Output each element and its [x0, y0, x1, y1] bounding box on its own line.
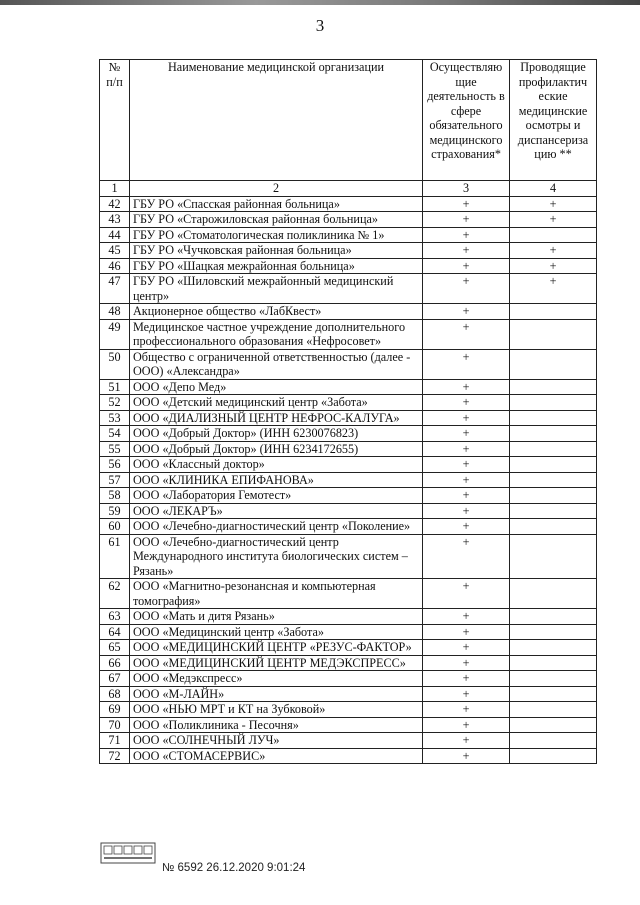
row-number-cell: 68 — [100, 686, 130, 702]
prof-cell — [510, 579, 597, 609]
table-row — [100, 274, 597, 304]
row-number-cell: 54 — [100, 426, 130, 442]
prof-cell — [510, 441, 597, 457]
org-name-cell: ООО «Лечебно-диагностический центр Международного института биологических систем – Рязань» — [130, 534, 423, 579]
oms-cell: + — [423, 640, 510, 656]
row-number-cell: 51 — [100, 379, 130, 395]
prof-cell — [510, 426, 597, 442]
row-number-cell: 72 — [100, 748, 130, 764]
org-name-cell: ООО «Медицинский центр «Забота» — [130, 624, 423, 640]
org-name-cell: ООО «Поликлиника - Песочня» — [130, 717, 423, 733]
prof-cell — [510, 472, 597, 488]
table-row — [100, 624, 597, 640]
index-cell: 2 — [130, 181, 423, 197]
org-name-cell: ООО «Добрый Доктор» (ИНН 6230076823) — [130, 426, 423, 442]
org-name-cell: ООО «СТОМАСЕРВИС» — [130, 748, 423, 764]
oms-cell: + — [423, 212, 510, 228]
oms-cell: + — [423, 379, 510, 395]
org-name-cell: ООО «СОЛНЕЧНЫЙ ЛУЧ» — [130, 733, 423, 749]
oms-cell: + — [423, 196, 510, 212]
row-number-cell: 46 — [100, 258, 130, 274]
column-index-row — [100, 181, 597, 197]
prof-cell — [510, 640, 597, 656]
row-number-cell: 62 — [100, 579, 130, 609]
oms-cell: + — [423, 702, 510, 718]
oms-cell: + — [423, 227, 510, 243]
oms-cell: + — [423, 426, 510, 442]
row-number-cell: 69 — [100, 702, 130, 718]
table-row — [100, 441, 597, 457]
table-row — [100, 655, 597, 671]
org-name-cell: ООО «Депо Мед» — [130, 379, 423, 395]
org-name-cell: ООО «Классный доктор» — [130, 457, 423, 473]
oms-cell: + — [423, 655, 510, 671]
table-row — [100, 671, 597, 687]
prof-cell — [510, 227, 597, 243]
table-row — [100, 472, 597, 488]
prof-cell — [510, 534, 597, 579]
table-row — [100, 640, 597, 656]
org-name-cell: ООО «Лечебно-диагностический центр «Поколение» — [130, 519, 423, 535]
table-row — [100, 503, 597, 519]
oms-cell: + — [423, 534, 510, 579]
oms-cell: + — [423, 304, 510, 320]
registry-stamp-icon — [100, 842, 156, 864]
index-cell: 4 — [510, 181, 597, 197]
prof-cell — [510, 609, 597, 625]
oms-cell: + — [423, 717, 510, 733]
table-row — [100, 733, 597, 749]
prof-cell — [510, 686, 597, 702]
index-cell: 3 — [423, 181, 510, 197]
prof-cell: + — [510, 274, 597, 304]
document-footer — [100, 842, 400, 882]
prof-cell — [510, 748, 597, 764]
header-num: № п/п — [100, 60, 130, 181]
org-name-cell: ГБУ РО «Стоматологическая поликлиника № 1» — [130, 227, 423, 243]
prof-cell — [510, 319, 597, 349]
prof-cell: + — [510, 212, 597, 228]
prof-cell — [510, 349, 597, 379]
table-row — [100, 534, 597, 579]
row-number-cell: 55 — [100, 441, 130, 457]
header-oms: Осуществляю щие деятельность в сфере обязательного медицинского страхования* — [423, 60, 510, 181]
table-row — [100, 319, 597, 349]
org-name-cell: ГБУ РО «Шиловский межрайонный медицинский центр» — [130, 274, 423, 304]
header-prof: Проводящие профилактич еские медицинские осмотры и диспансериза цию ** — [510, 60, 597, 181]
prof-cell — [510, 457, 597, 473]
oms-cell: + — [423, 319, 510, 349]
table-row — [100, 304, 597, 320]
row-number-cell: 45 — [100, 243, 130, 259]
table-row — [100, 395, 597, 411]
row-number-cell: 49 — [100, 319, 130, 349]
row-number-cell: 63 — [100, 609, 130, 625]
row-number-cell: 56 — [100, 457, 130, 473]
table-row — [100, 379, 597, 395]
scan-edge-line — [0, 0, 640, 5]
table-row — [100, 686, 597, 702]
org-name-cell: ООО «МЕДИЦИНСКИЙ ЦЕНТР МЕДЭКСПРЕСС» — [130, 655, 423, 671]
prof-cell: + — [510, 258, 597, 274]
prof-cell — [510, 733, 597, 749]
oms-cell: + — [423, 395, 510, 411]
table-row — [100, 349, 597, 379]
page-number: 3 — [315, 16, 325, 35]
row-number-cell: 60 — [100, 519, 130, 535]
oms-cell: + — [423, 503, 510, 519]
table-row — [100, 227, 597, 243]
row-number-cell: 43 — [100, 212, 130, 228]
oms-cell: + — [423, 579, 510, 609]
table-row — [100, 609, 597, 625]
row-number-cell: 48 — [100, 304, 130, 320]
org-name-cell: Акционерное общество «ЛабКвест» — [130, 304, 423, 320]
oms-cell: + — [423, 472, 510, 488]
table-row — [100, 212, 597, 228]
row-number-cell: 58 — [100, 488, 130, 504]
row-number-cell: 57 — [100, 472, 130, 488]
row-number-cell: 44 — [100, 227, 130, 243]
org-name-cell: ООО «НЬЮ МРТ и КТ на Зубковой» — [130, 702, 423, 718]
oms-cell: + — [423, 274, 510, 304]
org-name-cell: ООО «КЛИНИКА ЕПИФАНОВА» — [130, 472, 423, 488]
org-name-cell: ГБУ РО «Спасская районная больница» — [130, 196, 423, 212]
prof-cell — [510, 702, 597, 718]
org-name-cell: Общество с ограниченной ответственностью (далее - ООО) «Александра» — [130, 349, 423, 379]
prof-cell — [510, 671, 597, 687]
org-name-cell: ООО «Мать и дитя Рязань» — [130, 609, 423, 625]
prof-cell — [510, 624, 597, 640]
header-name: Наименование медицинской организации — [130, 60, 423, 181]
row-number-cell: 42 — [100, 196, 130, 212]
table-row — [100, 579, 597, 609]
org-name-cell: ГБУ РО «Старожиловская районная больница» — [130, 212, 423, 228]
oms-cell: + — [423, 441, 510, 457]
prof-cell — [510, 655, 597, 671]
org-name-cell: ООО «МЕДИЦИНСКИЙ ЦЕНТР «РЕЗУС-ФАКТОР» — [130, 640, 423, 656]
row-number-cell: 65 — [100, 640, 130, 656]
row-number-cell: 71 — [100, 733, 130, 749]
org-name-cell: ГБУ РО «Шацкая межрайонная больница» — [130, 258, 423, 274]
table-row — [100, 748, 597, 764]
org-name-cell: ООО «Медэкспресс» — [130, 671, 423, 687]
prof-cell — [510, 395, 597, 411]
table-row — [100, 519, 597, 535]
org-name-cell: ГБУ РО «Чучковская районная больница» — [130, 243, 423, 259]
table-body — [100, 196, 597, 764]
row-number-cell: 70 — [100, 717, 130, 733]
oms-cell: + — [423, 258, 510, 274]
document-registration-number: № 6592 26.12.2020 9:01:24 — [162, 862, 306, 874]
row-number-cell: 59 — [100, 503, 130, 519]
row-number-cell: 47 — [100, 274, 130, 304]
oms-cell: + — [423, 748, 510, 764]
prof-cell: + — [510, 196, 597, 212]
table-row — [100, 410, 597, 426]
prof-cell — [510, 717, 597, 733]
oms-cell: + — [423, 488, 510, 504]
oms-cell: + — [423, 686, 510, 702]
oms-cell: + — [423, 624, 510, 640]
row-number-cell: 53 — [100, 410, 130, 426]
oms-cell: + — [423, 519, 510, 535]
org-name-cell: ООО «ДИАЛИЗНЫЙ ЦЕНТР НЕФРОС-КАЛУГА» — [130, 410, 423, 426]
oms-cell: + — [423, 733, 510, 749]
index-cell: 1 — [100, 181, 130, 197]
row-number-cell: 52 — [100, 395, 130, 411]
prof-cell — [510, 519, 597, 535]
org-name-cell: Медицинское частное учреждение дополнительного профессионального образования «Нефросовет» — [130, 319, 423, 349]
org-name-cell: ООО «Добрый Доктор» (ИНН 6234172655) — [130, 441, 423, 457]
table-row — [100, 457, 597, 473]
oms-cell: + — [423, 457, 510, 473]
row-number-cell: 66 — [100, 655, 130, 671]
row-number-cell: 61 — [100, 534, 130, 579]
oms-cell: + — [423, 671, 510, 687]
org-name-cell: ООО «Лаборатория Гемотест» — [130, 488, 423, 504]
oms-cell: + — [423, 609, 510, 625]
org-name-cell: ООО «М-ЛАЙН» — [130, 686, 423, 702]
oms-cell: + — [423, 243, 510, 259]
prof-cell — [510, 503, 597, 519]
table-row — [100, 702, 597, 718]
prof-cell: + — [510, 243, 597, 259]
table-row — [100, 488, 597, 504]
table-row — [100, 717, 597, 733]
org-name-cell: ООО «Детский медицинский центр «Забота» — [130, 395, 423, 411]
row-number-cell: 64 — [100, 624, 130, 640]
prof-cell — [510, 379, 597, 395]
row-number-cell: 67 — [100, 671, 130, 687]
table-row — [100, 258, 597, 274]
prof-cell — [510, 410, 597, 426]
oms-cell: + — [423, 349, 510, 379]
prof-cell — [510, 488, 597, 504]
prof-cell — [510, 304, 597, 320]
organizations-table — [99, 59, 597, 764]
table-row — [100, 426, 597, 442]
row-number-cell: 50 — [100, 349, 130, 379]
org-name-cell: ООО «ЛЕКАРЪ» — [130, 503, 423, 519]
table-row — [100, 243, 597, 259]
table-row — [100, 196, 597, 212]
oms-cell: + — [423, 410, 510, 426]
org-name-cell: ООО «Магнитно-резонансная и компьютерная томография» — [130, 579, 423, 609]
